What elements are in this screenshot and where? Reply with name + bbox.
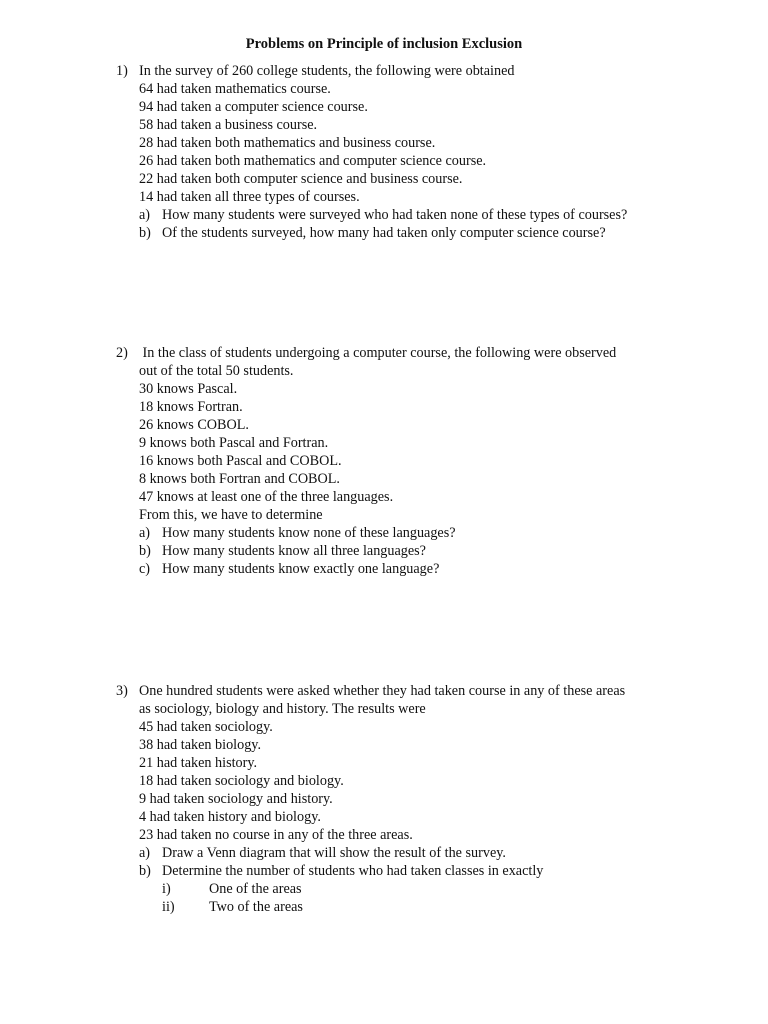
- problem-line: 38 had taken biology.: [139, 737, 262, 753]
- problem-line: 23 had taken no course in any of the three areas.: [139, 827, 413, 843]
- problem-line: 8 knows both Fortran and COBOL.: [139, 471, 340, 487]
- problem-line: 47 knows at least one of the three languages.: [139, 489, 394, 505]
- problem-line: 94 had taken a computer science course.: [139, 99, 368, 115]
- subquestion-text: Two of the areas: [209, 899, 303, 915]
- problem-line: 64 had taken mathematics course.: [139, 81, 331, 97]
- question-text: How many students know exactly one language?: [162, 561, 440, 577]
- problem-line: 58 had taken a business course.: [139, 117, 318, 133]
- problem-number: 2): [116, 345, 128, 361]
- question-text: How many students know none of these languages?: [162, 525, 456, 541]
- problem-line: as sociology, biology and history. The results were: [139, 701, 426, 717]
- subquestion-marker: ii): [162, 899, 175, 915]
- question-text: Draw a Venn diagram that will show the result of the survey.: [162, 845, 506, 861]
- document-title: Problems on Principle of inclusion Exclusion: [245, 36, 523, 52]
- question-marker: c): [139, 561, 151, 577]
- problem-line: 16 knows both Pascal and COBOL.: [139, 453, 342, 469]
- problem-line: out of the total 50 students.: [139, 363, 294, 379]
- subquestion-marker: i): [162, 881, 171, 897]
- question-marker: a): [139, 525, 151, 541]
- problem-line: 9 knows both Pascal and Fortran.: [139, 435, 329, 451]
- subquestion-text: One of the areas: [209, 881, 302, 897]
- question-text: Of the students surveyed, how many had taken only computer science course?: [162, 225, 606, 241]
- problem-line: 26 knows COBOL.: [139, 417, 249, 433]
- problem-line: 14 had taken all three types of courses.: [139, 189, 360, 205]
- question-marker: a): [139, 845, 151, 861]
- problem-line: 18 knows Fortran.: [139, 399, 243, 415]
- question-text: Determine the number of students who had taken classes in exactly: [162, 863, 544, 879]
- problem-line: 9 had taken sociology and history.: [139, 791, 333, 807]
- question-text: How many students know all three languages?: [162, 543, 426, 559]
- problem-number: 3): [116, 683, 128, 699]
- problem-line: 26 had taken both mathematics and computer science course.: [139, 153, 487, 169]
- problem-line: From this, we have to determine: [139, 507, 323, 523]
- problem-line: 45 had taken sociology.: [139, 719, 273, 735]
- problem-line: One hundred students were asked whether they had taken course in any of these areas: [139, 683, 626, 699]
- problem-line: 21 had taken history.: [139, 755, 258, 771]
- problem-line: 30 knows Pascal.: [139, 381, 238, 397]
- question-marker: b): [139, 225, 151, 241]
- problem-line: 22 had taken both computer science and business course.: [139, 171, 463, 187]
- question-marker: a): [139, 207, 151, 223]
- question-marker: b): [139, 543, 151, 559]
- problem-line: In the class of students undergoing a computer course, the following were observed: [139, 345, 617, 361]
- problem-line: In the survey of 260 college students, the following were obtained: [139, 63, 515, 79]
- problem-line: 28 had taken both mathematics and business course.: [139, 135, 436, 151]
- question-text: How many students were surveyed who had taken none of these types of courses?: [162, 207, 628, 223]
- problem-line: 18 had taken sociology and biology.: [139, 773, 344, 789]
- question-marker: b): [139, 863, 151, 879]
- problem-number: 1): [116, 63, 128, 79]
- problem-line: 4 had taken history and biology.: [139, 809, 321, 825]
